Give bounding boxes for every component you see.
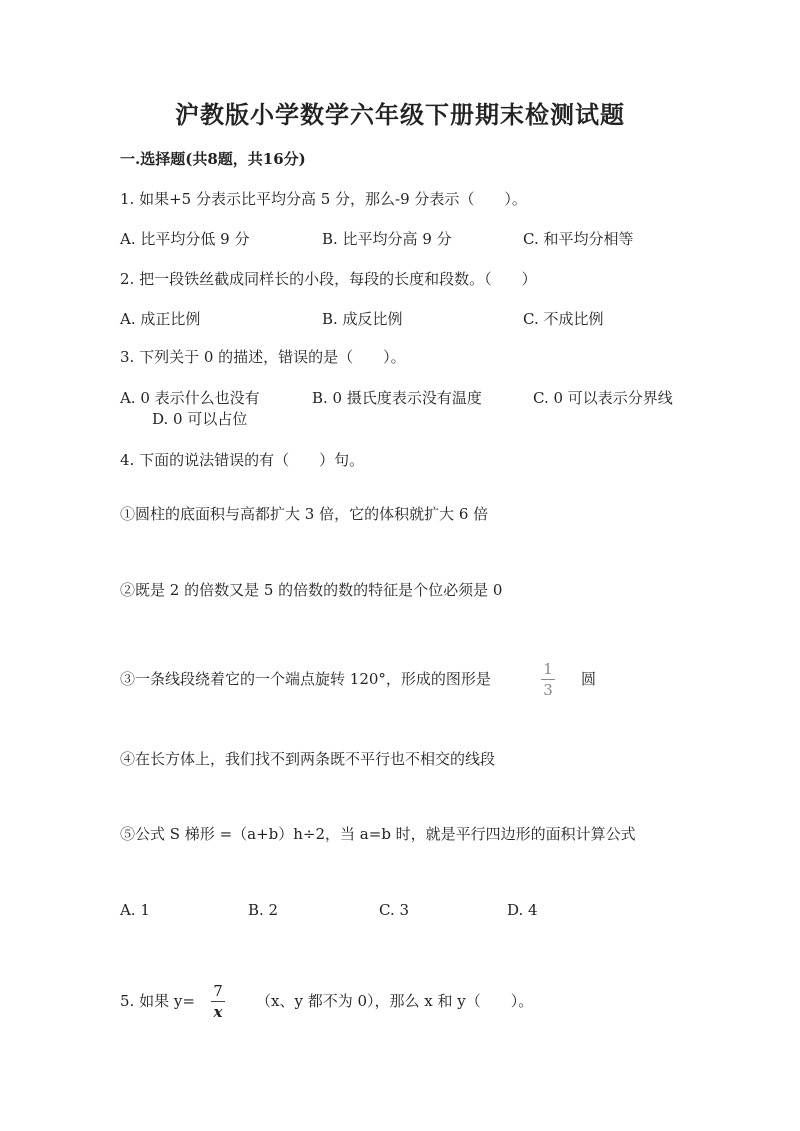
question-4-option-a: A. 1 bbox=[120, 901, 150, 919]
fraction-denominator: 3 bbox=[543, 681, 553, 699]
question-3-option-b: B. 0 摄氏度表示没有温度 bbox=[312, 389, 482, 407]
question-3-option-a: A. 0 表示什么也没有 bbox=[120, 389, 260, 407]
question-3-option-c: C. 0 可以表示分界线 bbox=[533, 389, 673, 407]
question-4-option-c: C. 3 bbox=[379, 901, 410, 919]
question-1-option-a: A. 比平均分低 9 分 bbox=[120, 230, 250, 248]
statement-3-suffix: 圆 bbox=[581, 670, 597, 688]
question-1-option-c: C. 和平均分相等 bbox=[523, 230, 634, 248]
question-3-option-d: D. 0 可以占位 bbox=[152, 410, 248, 428]
fraction-numerator: 1 bbox=[543, 660, 553, 678]
question-5-stem-prefix: 5. 如果 y= bbox=[120, 992, 195, 1010]
fraction-numerator: 7 bbox=[213, 982, 223, 1000]
statement-2: ②既是 2 的倍数又是 5 的倍数的数的特征是个位必须是 0 bbox=[120, 581, 503, 599]
statement-4: ④在长方体上，我们找不到两条既不平行也不相交的线段 bbox=[120, 750, 496, 768]
seven-over-x-fraction bbox=[211, 984, 225, 1020]
statement-3-text: ③一条线段绕着它的一个端点旋转 120°，形成的图形是 bbox=[120, 670, 491, 688]
page-title: 沪教版小学数学六年级下册期末检测试题 bbox=[175, 100, 625, 129]
statement-5: ⑤公式 S 梯形 =（a+b）h÷2，当 a=b 时，就是平行四边形的面积计算公式 bbox=[120, 825, 636, 843]
question-2-stem: 2. 把一段铁丝截成同样长的小段，每段的长度和段数。（ ） bbox=[120, 270, 537, 288]
question-4-option-d: D. 4 bbox=[507, 901, 538, 919]
statement-1: ①圆柱的底面积与高都扩大 3 倍，它的体积就扩大 6 倍 bbox=[120, 505, 489, 523]
question-2-option-a: A. 成正比例 bbox=[120, 310, 201, 328]
question-3-stem: 3. 下列关于 0 的描述，错误的是（ ）。 bbox=[120, 348, 406, 366]
one-third-fraction bbox=[541, 662, 555, 698]
question-4-stem: 4. 下面的说法错误的有（ ）句。 bbox=[120, 451, 365, 469]
section-heading: 一.选择题(共8题，共16分) bbox=[120, 150, 306, 168]
question-1-option-b: B. 比平均分高 9 分 bbox=[322, 230, 452, 248]
question-2-option-b: B. 成反比例 bbox=[322, 310, 403, 328]
fraction-denominator: x bbox=[213, 1003, 223, 1021]
question-1-stem: 1. 如果+5 分表示比平均分高 5 分，那么-9 分表示（ ）。 bbox=[120, 190, 527, 208]
question-2-option-c: C. 不成比例 bbox=[523, 310, 604, 328]
question-4-option-b: B. 2 bbox=[248, 901, 279, 919]
question-5-stem-suffix: （x、y 都不为 0），那么 x 和 y（ ）。 bbox=[256, 992, 534, 1010]
